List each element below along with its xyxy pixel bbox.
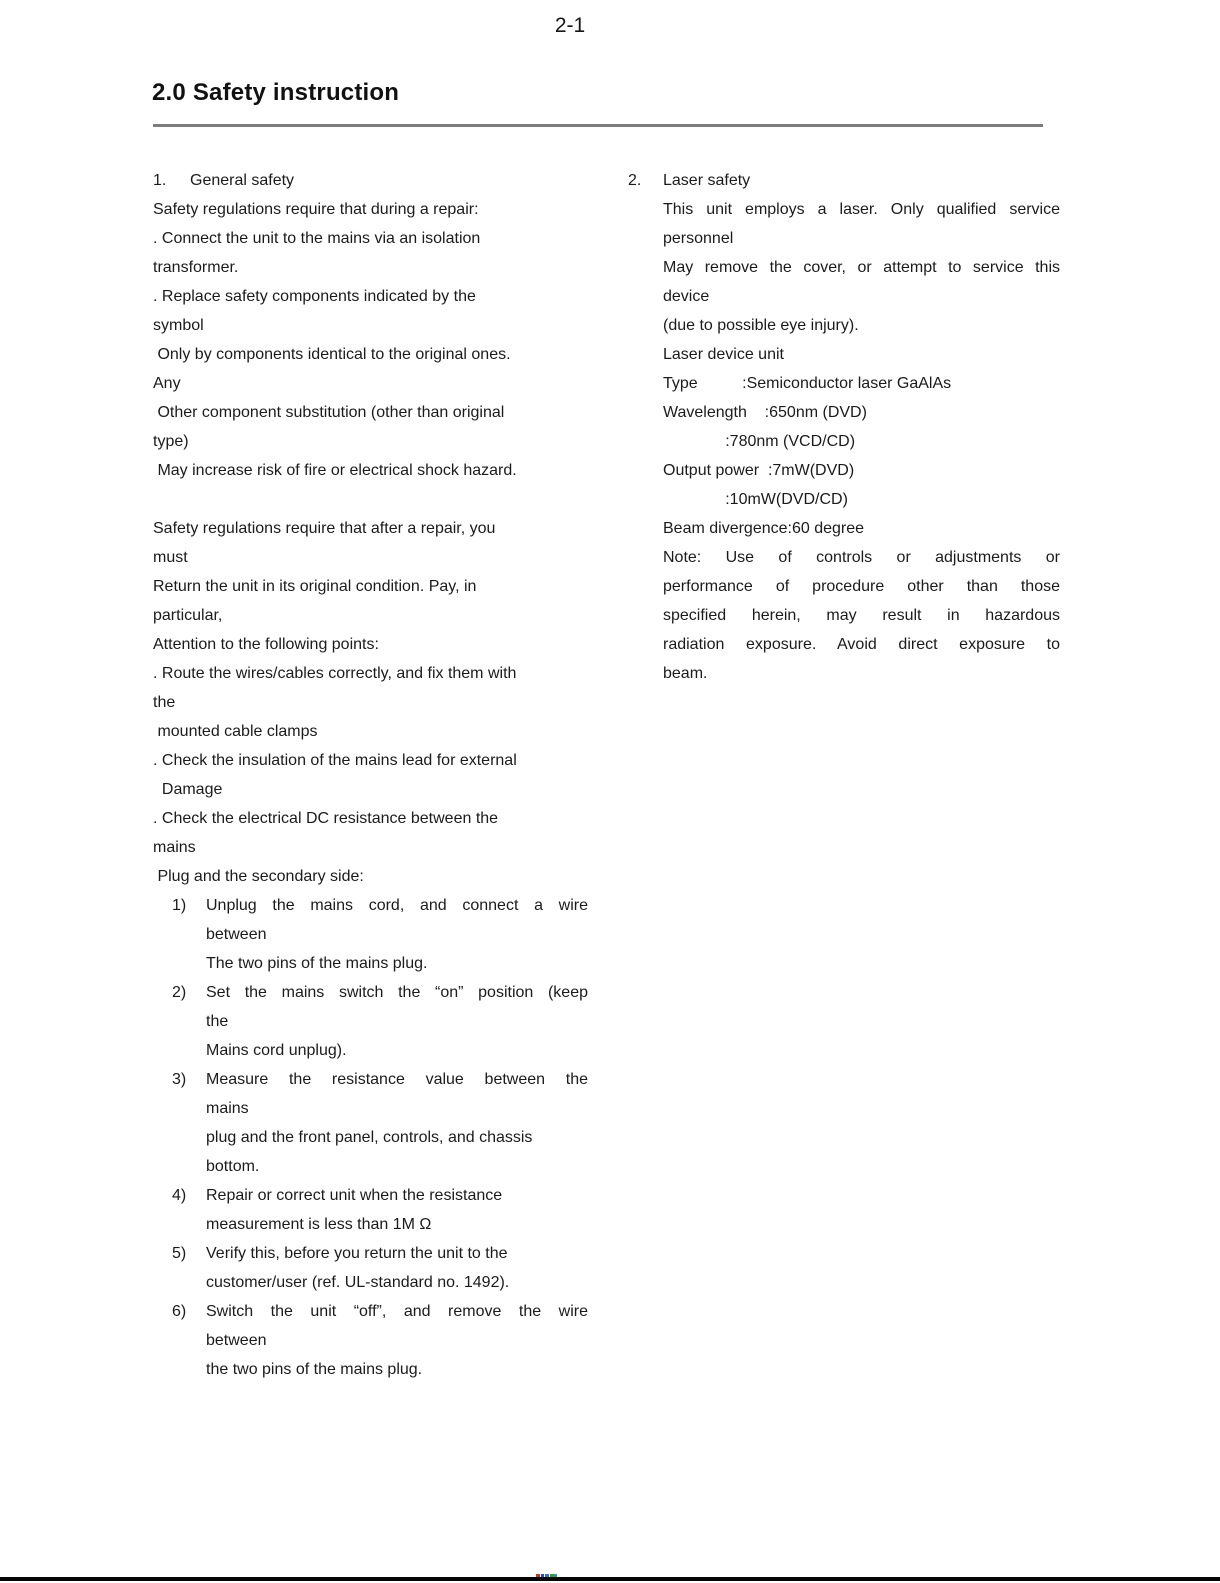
- line-text: May increase risk of fire or electrical shock hazard.: [153, 462, 517, 479]
- line-text: Laser device unit: [663, 346, 784, 363]
- text-line: [153, 630, 588, 659]
- text-line: [628, 601, 1060, 630]
- line-text: Verify this, before you return the unit to the: [206, 1245, 508, 1262]
- numbered-line: [153, 891, 588, 920]
- section-heading: 2.0 Safety instruction: [152, 79, 400, 106]
- text-line: [153, 949, 588, 978]
- text-line: [153, 398, 588, 427]
- line-text: Attention to the following points:: [153, 636, 379, 653]
- line-text: transformer.: [153, 259, 239, 276]
- line-text: :10mW(DVD/CD): [663, 491, 848, 508]
- line-text: beam.: [663, 665, 708, 682]
- line-text: measurement is less than 1M Ω: [206, 1216, 432, 1233]
- line-number: 2.: [628, 172, 642, 189]
- text-line: [628, 485, 1060, 514]
- line-text: radiation exposure. Avoid direct exposure to: [663, 636, 1060, 653]
- numbered-line: [628, 166, 1060, 195]
- line-text: must: [153, 549, 188, 566]
- line-text: Damage: [153, 781, 223, 798]
- text-line: [153, 456, 588, 485]
- line-text: between: [206, 1332, 267, 1349]
- text-line: [153, 195, 588, 224]
- line-text: the: [206, 1013, 229, 1030]
- text-line: [153, 1094, 588, 1123]
- text-line: [153, 833, 588, 862]
- line-text: . Check the electrical DC resistance between the: [153, 810, 499, 827]
- line-text: Switch the unit “off”, and remove the wire: [206, 1303, 588, 1320]
- line-text: performance of procedure other than those: [663, 578, 1060, 595]
- line-number: 1): [172, 897, 187, 914]
- left-column: [153, 166, 588, 1384]
- numbered-line: [153, 978, 588, 1007]
- line-text: mounted cable clamps: [153, 723, 318, 740]
- line-text: bottom.: [206, 1158, 260, 1175]
- text-line: [153, 775, 588, 804]
- line-text: Return the unit in its original condition. Pay, in: [153, 578, 477, 595]
- numbered-line: [153, 1181, 588, 1210]
- text-line: [153, 1268, 588, 1297]
- line-text: . Connect the unit to the mains via an isolation: [153, 230, 481, 247]
- text-line: [628, 282, 1060, 311]
- line-number: 3): [172, 1071, 187, 1088]
- line-text: . Route the wires/cables correctly, and fix them with: [153, 665, 517, 682]
- text-line: [628, 456, 1060, 485]
- line-text: This unit employs a laser. Only qualified service: [663, 201, 1060, 218]
- text-line: [153, 1326, 588, 1355]
- text-line: [153, 369, 588, 398]
- text-line: [628, 514, 1060, 543]
- line-text: (due to possible eye injury).: [663, 317, 859, 334]
- line-text: Wavelength :650nm (DVD): [663, 404, 867, 421]
- text-line: [628, 427, 1060, 456]
- line-text: symbol: [153, 317, 204, 334]
- line-text: between: [206, 926, 267, 943]
- text-line: [153, 1007, 588, 1036]
- page-bottom-scan-line: [0, 1577, 1220, 1581]
- text-line: [628, 340, 1060, 369]
- line-text: Mains cord unplug).: [206, 1042, 347, 1059]
- line-text: mains: [206, 1100, 249, 1117]
- text-line: [628, 543, 1060, 572]
- text-line: [153, 485, 588, 514]
- text-line: [153, 659, 588, 688]
- line-text: Measure the resistance value between the: [206, 1071, 588, 1088]
- line-number: 5): [172, 1245, 187, 1262]
- line-number: 1.: [153, 172, 167, 189]
- right-column: [628, 166, 1060, 688]
- text-line: [153, 427, 588, 456]
- line-text: Note: Use of controls or adjustments or: [663, 549, 1060, 566]
- line-text: Set the mains switch the “on” position (keep: [206, 984, 588, 1001]
- text-line: [153, 746, 588, 775]
- line-number: 2): [172, 984, 187, 1001]
- line-number: 4): [172, 1187, 187, 1204]
- line-text: type): [153, 433, 189, 450]
- text-line: [153, 543, 588, 572]
- line-text: Repair or correct unit when the resistance: [206, 1187, 503, 1204]
- text-line: [153, 572, 588, 601]
- text-line: [628, 659, 1060, 688]
- line-text: Unplug the mains cord, and connect a wire: [206, 897, 588, 914]
- line-text: customer/user (ref. UL-standard no. 1492).: [206, 1274, 510, 1291]
- text-line: [153, 1152, 588, 1181]
- line-text: Safety regulations require that after a repair, you: [153, 520, 496, 537]
- text-line: [153, 717, 588, 746]
- text-line: [153, 804, 588, 833]
- line-text: plug and the front panel, controls, and chassis: [206, 1129, 533, 1146]
- text-line: [153, 224, 588, 253]
- line-text: [153, 491, 157, 508]
- text-line: [628, 311, 1060, 340]
- line-text: General safety: [190, 172, 295, 189]
- numbered-line: [153, 1297, 588, 1326]
- line-text: Laser safety: [663, 172, 751, 189]
- text-line: [628, 369, 1060, 398]
- text-line: [153, 253, 588, 282]
- page-number: 2-1: [554, 14, 586, 37]
- line-text: Type :Semiconductor laser GaAlAs: [663, 375, 952, 392]
- line-text: mains: [153, 839, 196, 856]
- heading-underline: [153, 124, 1043, 127]
- line-number: 6): [172, 1303, 187, 1320]
- text-line: [153, 1210, 588, 1239]
- line-text: The two pins of the mains plug.: [206, 955, 428, 972]
- line-text: . Check the insulation of the mains lead for external: [153, 752, 517, 769]
- line-text: specified herein, may result in hazardous: [663, 607, 1060, 624]
- line-text: May remove the cover, or attempt to service this: [663, 259, 1060, 276]
- line-text: Safety regulations require that during a repair:: [153, 201, 479, 218]
- text-line: [153, 688, 588, 717]
- line-text: . Replace safety components indicated by the: [153, 288, 476, 305]
- numbered-line: [153, 166, 588, 195]
- line-text: Plug and the secondary side:: [153, 868, 364, 885]
- text-line: [153, 282, 588, 311]
- text-line: [153, 514, 588, 543]
- line-text: Output power :7mW(DVD): [663, 462, 855, 479]
- text-line: [628, 195, 1060, 224]
- text-line: [628, 572, 1060, 601]
- text-line: [153, 920, 588, 949]
- text-line: [153, 1123, 588, 1152]
- text-line: [628, 630, 1060, 659]
- text-line: [628, 398, 1060, 427]
- numbered-line: [153, 1065, 588, 1094]
- text-line: [153, 311, 588, 340]
- line-text: particular,: [153, 607, 223, 624]
- line-text: the two pins of the mains plug.: [206, 1361, 423, 1378]
- line-text: device: [663, 288, 710, 305]
- text-line: [153, 340, 588, 369]
- text-line: [628, 224, 1060, 253]
- numbered-line: [153, 1239, 588, 1268]
- text-line: [153, 1036, 588, 1065]
- text-line: [153, 862, 588, 891]
- line-text: :780nm (VCD/CD): [663, 433, 856, 450]
- text-line: [153, 601, 588, 630]
- line-text: the: [153, 694, 176, 711]
- text-line: [628, 253, 1060, 282]
- text-line: [153, 1355, 588, 1384]
- line-text: Any: [153, 375, 181, 392]
- line-text: Only by components identical to the original ones.: [153, 346, 511, 363]
- line-text: Other component substitution (other than original: [153, 404, 505, 421]
- line-text: Beam divergence:60 degree: [663, 520, 865, 537]
- line-text: personnel: [663, 230, 734, 247]
